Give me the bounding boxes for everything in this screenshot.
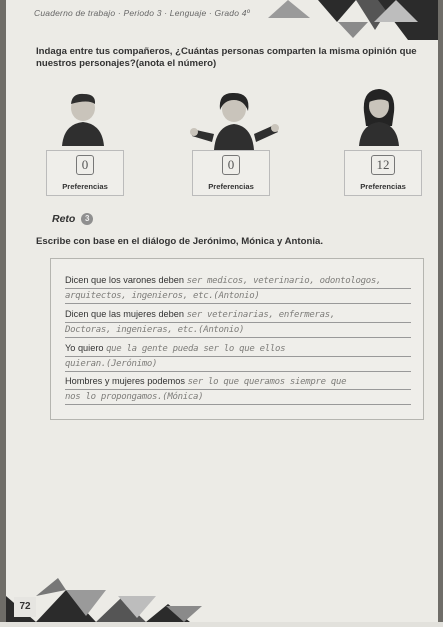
decorative-triangles-top (268, 0, 438, 40)
answer-prompt: Dicen que los varones deben (65, 275, 185, 285)
monica-illustration (188, 90, 280, 150)
instruction-text: Escribe con base en el diálogo de Jerónimo, Mónica y Antonia. (36, 236, 323, 247)
preference-count: 0 (76, 155, 94, 175)
answer-prompt: Dicen que las mujeres deben (65, 309, 184, 319)
answer-row-2 (65, 309, 335, 320)
preference-label: Preferencias (360, 182, 406, 191)
handwritten-answer: Doctoras, ingenieras, etc.(Antonio) (65, 325, 245, 335)
handwritten-answer: nos lo propongamos.(Mónica) (65, 392, 204, 402)
reto-number-badge: 3 (81, 213, 93, 225)
preference-count: 0 (222, 155, 240, 175)
answer-box (50, 258, 424, 420)
header-text: Cuaderno de trabajo · Periodo 3 · Lenguaje · Grado 4º (34, 8, 250, 18)
intro-question: Indaga entre tus compañeros, ¿Cuántas personas comparten la misma opinión que nuestros personajes?(anota el número) (36, 46, 417, 69)
writing-line (65, 356, 411, 357)
answer-row-3 (65, 343, 285, 354)
preference-box-monica (192, 150, 270, 196)
answer-row-1 (65, 275, 381, 286)
writing-line (65, 389, 411, 390)
handwritten-answer: quieran.(Jerónimo) (65, 359, 158, 369)
reto-heading (52, 213, 93, 225)
writing-line (65, 303, 411, 304)
page-number: 72 (14, 597, 36, 617)
writing-line (65, 371, 411, 372)
handwritten-answer: ser medicos, veterinario, odontologos, (186, 276, 382, 286)
writing-line (65, 337, 411, 338)
handwritten-answer: arquitectos, ingenieros, etc.(Antonio) (65, 291, 260, 301)
writing-line (65, 322, 411, 323)
preference-label: Preferencias (208, 182, 254, 191)
handwritten-answer: ser lo que queramos siempre que (187, 377, 347, 387)
decorative-triangles-bottom (6, 576, 206, 622)
handwritten-answer: que la gente pueda ser lo que ellos (106, 344, 286, 354)
antonia-illustration (356, 86, 402, 146)
answer-row-4 (65, 376, 346, 387)
answer-prompt: Yo quiero (65, 343, 104, 353)
answer-prompt: Hombres y mujeres podemos (65, 376, 185, 386)
bottom-strip (0, 622, 443, 627)
jeronimo-illustration (58, 90, 108, 146)
preference-count: 12 (371, 155, 395, 175)
preference-box-jeronimo (46, 150, 124, 196)
preference-label: Preferencias (62, 182, 108, 191)
workbook-page (6, 0, 438, 622)
writing-line (65, 404, 411, 405)
reto-label: Reto (52, 213, 76, 225)
writing-line (65, 288, 411, 289)
preference-box-antonia (344, 150, 422, 196)
handwritten-answer: ser veterinarias, enfermeras, (186, 310, 335, 320)
